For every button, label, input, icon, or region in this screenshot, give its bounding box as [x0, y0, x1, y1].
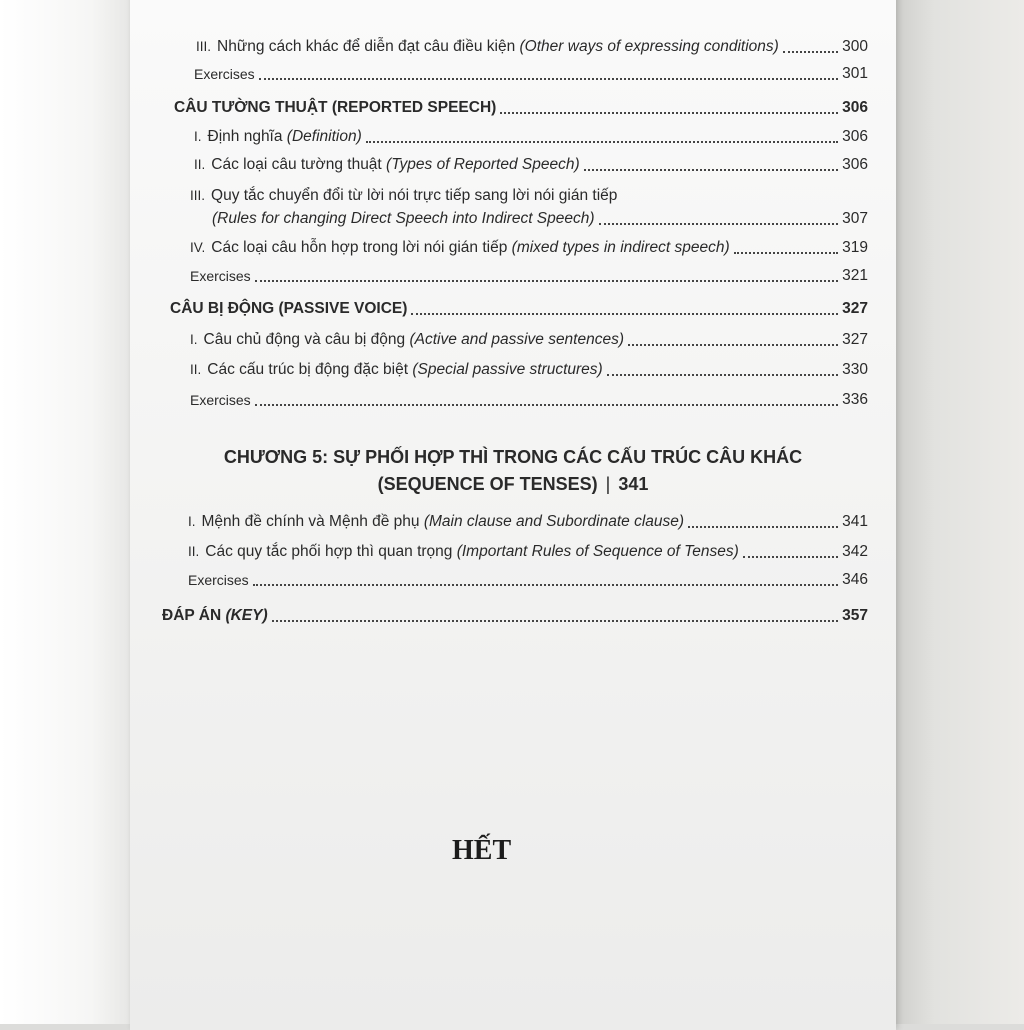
toc-page-number: 341: [842, 513, 868, 530]
toc-page-number: 319: [842, 239, 868, 256]
toc-title: Exercises: [194, 66, 255, 82]
toc-section-row: [170, 299, 868, 319]
chapter-title: CHƯƠNG 5: SỰ PHỐI HỢP THÌ TRONG CÁC CẤU TRÚC CÂU KHÁC: [223, 447, 803, 467]
toc-page-number: 327: [842, 331, 868, 348]
chapter-page-number: 341: [618, 474, 649, 494]
toc-page-number: 327: [842, 300, 868, 317]
toc-title-en: (Important Rules of Sequence of Tenses): [456, 543, 739, 560]
toc-page-number: 342: [842, 543, 868, 560]
toc-title: Exercises: [190, 392, 251, 408]
toc-numeral: I.: [194, 129, 202, 144]
chapter-heading-line-2: [130, 474, 896, 495]
toc-leader: [607, 374, 838, 376]
toc-leader: [783, 51, 838, 53]
toc-numeral: III.: [190, 188, 206, 203]
toc-leader: [628, 344, 838, 346]
toc-row: [194, 127, 868, 147]
toc-row: [190, 238, 868, 258]
toc-title-en: (Definition): [286, 128, 362, 145]
right-background: [896, 0, 1024, 1024]
toc-title: Các loại câu tường thuật: [211, 156, 387, 173]
chapter-heading: [130, 447, 896, 468]
toc-page-number: 330: [842, 361, 868, 378]
toc-leader: [584, 169, 839, 171]
toc-title-en: (mixed types in indirect speech): [511, 239, 730, 256]
toc-row: [194, 155, 868, 175]
toc-section-row: [174, 98, 868, 118]
toc-title: Các cấu trúc bị động đặc biệt: [207, 361, 413, 378]
end-title: HẾT: [452, 835, 512, 866]
toc-title: Quy tắc chuyển đổi từ lời nói trực tiếp sang lời nói gián tiếp: [211, 187, 618, 204]
toc-title-en: (Active and passive sentences): [409, 331, 625, 348]
toc-page-number: 306: [842, 128, 868, 145]
toc-title-en: (Other ways of expressing conditions): [519, 38, 779, 55]
toc-leader: [743, 556, 838, 558]
toc-row: [196, 37, 868, 57]
toc-numeral: I.: [188, 514, 196, 529]
toc-leader: [253, 584, 838, 586]
toc-title: Câu chủ động và câu bị động: [203, 331, 410, 348]
left-page-edge: [0, 0, 130, 1024]
toc-row: [190, 390, 868, 410]
toc-leader: [599, 223, 839, 225]
toc-section-title: ĐÁP ÁN: [162, 607, 226, 624]
toc-page-number: 306: [842, 99, 868, 116]
toc-leader: [366, 141, 838, 143]
toc-leader: [255, 404, 838, 406]
toc-title: Exercises: [190, 268, 251, 284]
toc-row: [188, 542, 868, 562]
toc-numeral: III.: [196, 39, 212, 54]
toc-row: [188, 512, 868, 532]
toc-leader: [259, 78, 838, 80]
toc-leader: [688, 526, 838, 528]
toc-numeral: II.: [190, 362, 202, 377]
toc-row: [188, 570, 868, 590]
toc-row: [190, 186, 868, 206]
toc-page-number: 300: [842, 38, 868, 55]
toc-page-number: 346: [842, 571, 868, 588]
toc-title: Những cách khác để diễn đạt câu điều kiện: [217, 38, 520, 55]
toc-title: Các quy tắc phối hợp thì quan trọng: [205, 543, 457, 560]
toc-numeral: II.: [194, 157, 206, 172]
toc-section-row: [162, 606, 868, 626]
toc-leader: [272, 620, 838, 622]
toc-title: Exercises: [188, 572, 249, 588]
toc-title-en: (Types of Reported Speech): [386, 156, 580, 173]
toc-page-number: 306: [842, 156, 868, 173]
toc-page-number: 321: [842, 267, 868, 284]
toc-row: [190, 330, 868, 350]
toc-row: [190, 360, 868, 380]
chapter-subtitle: (SEQUENCE OF TENSES): [377, 474, 598, 494]
toc-numeral: I.: [190, 332, 198, 347]
toc-row: [194, 64, 868, 84]
toc-title-en: (Rules for changing Direct Speech into Indirect Speech): [212, 210, 595, 227]
toc-section-title: CÂU TƯỜNG THUẬT (REPORTED SPEECH): [174, 99, 497, 116]
toc-leader: [255, 280, 838, 282]
chapter-separator: |: [605, 474, 611, 494]
toc-leader: [500, 112, 838, 114]
toc-section-title: CÂU BỊ ĐỘNG (PASSIVE VOICE): [170, 300, 408, 317]
toc-page-number: 336: [842, 391, 868, 408]
toc-page-number: 307: [842, 210, 868, 227]
toc-title: Các loại câu hỗn hợp trong lời nói gián tiếp: [211, 239, 512, 256]
toc-page-number: 357: [842, 607, 868, 624]
toc-leader: [734, 252, 839, 254]
toc-title: Mệnh đề chính và Mệnh đề phụ: [201, 513, 424, 530]
toc-row: [190, 266, 868, 286]
toc-title-en: (Special passive structures): [412, 361, 603, 378]
toc-numeral: IV.: [190, 240, 206, 255]
toc-leader: [411, 313, 838, 315]
toc-page-number: 301: [842, 65, 868, 82]
toc-numeral: II.: [188, 544, 200, 559]
toc-row: [212, 209, 868, 229]
toc-title: Định nghĩa: [207, 128, 287, 145]
toc-title-en: (Main clause and Subordinate clause): [423, 513, 685, 530]
toc-section-title-en: (KEY): [225, 607, 268, 624]
